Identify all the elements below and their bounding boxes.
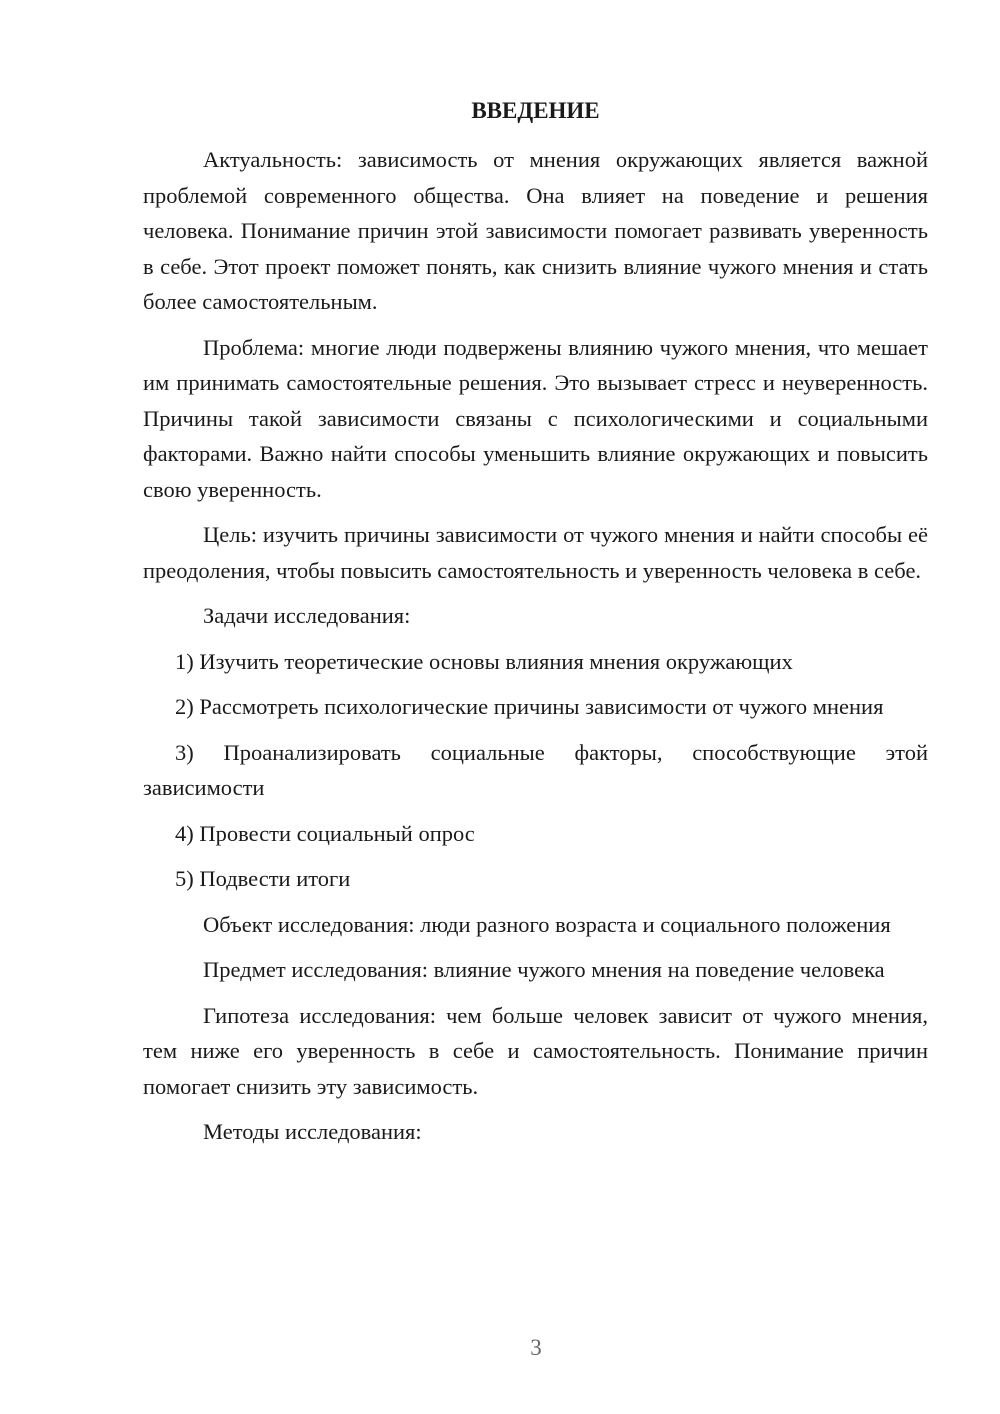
hypothesis-paragraph: Гипотеза исследования: чем больше человек зависит от чужого мнения, тем ниже его уверенность в себе и самостоятельность. Понимание причин помогает снизить эту зависимость.: [143, 1002, 928, 1099]
task-item: 2) Рассмотреть психологические причины зависимости от чужого мнения: [175, 694, 884, 719]
relevance-paragraph: Актуальность: зависимость от мнения окружающих является важной проблемой современного общества. Она влияет на поведение и решения человека. Понимание причин этой зависимости помогает развивать уверенность в себе. Этот проект поможет понять, как снизить влияние чужого мнения и стать более самостоятельным.: [143, 147, 928, 314]
tasks-heading: Задачи исследования:: [203, 603, 411, 628]
task-item: 4) Провести социальный опрос: [175, 820, 475, 846]
object-paragraph: Объект исследования: люди разного возраста и социального положения: [203, 911, 891, 937]
page-number: 3: [530, 1335, 542, 1360]
methods-heading: Методы исследования:: [203, 1119, 422, 1144]
subject-paragraph: Предмет исследования: влияние чужого мнения на поведение человека: [203, 957, 885, 982]
section-title: ВВЕДЕНИЕ: [471, 98, 600, 123]
task-item: 5) Подвести итоги: [175, 866, 351, 891]
task-item: 1) Изучить теоретические основы влияния мнения окружающих: [175, 648, 793, 674]
goal-paragraph: Цель: изучить причины зависимости от чужого мнения и найти способы её преодоления, чтобы повысить самостоятельность и уверенность человека в себе.: [143, 522, 928, 583]
problem-paragraph: Проблема: многие люди подвержены влиянию чужого мнения, что мешает им принимать самостоятельные решения. Это вызывает стресс и неуверенность. Причины такой зависимости связаны с психологическими и социальными факторами. Важно найти способы уменьшить влияние окружающих и повысить свою уверенность.: [143, 334, 928, 502]
page-content: [143, 92, 928, 1160]
task-item: 3) Проанализировать социальные факторы, способствующие этой зависимости: [143, 739, 928, 800]
